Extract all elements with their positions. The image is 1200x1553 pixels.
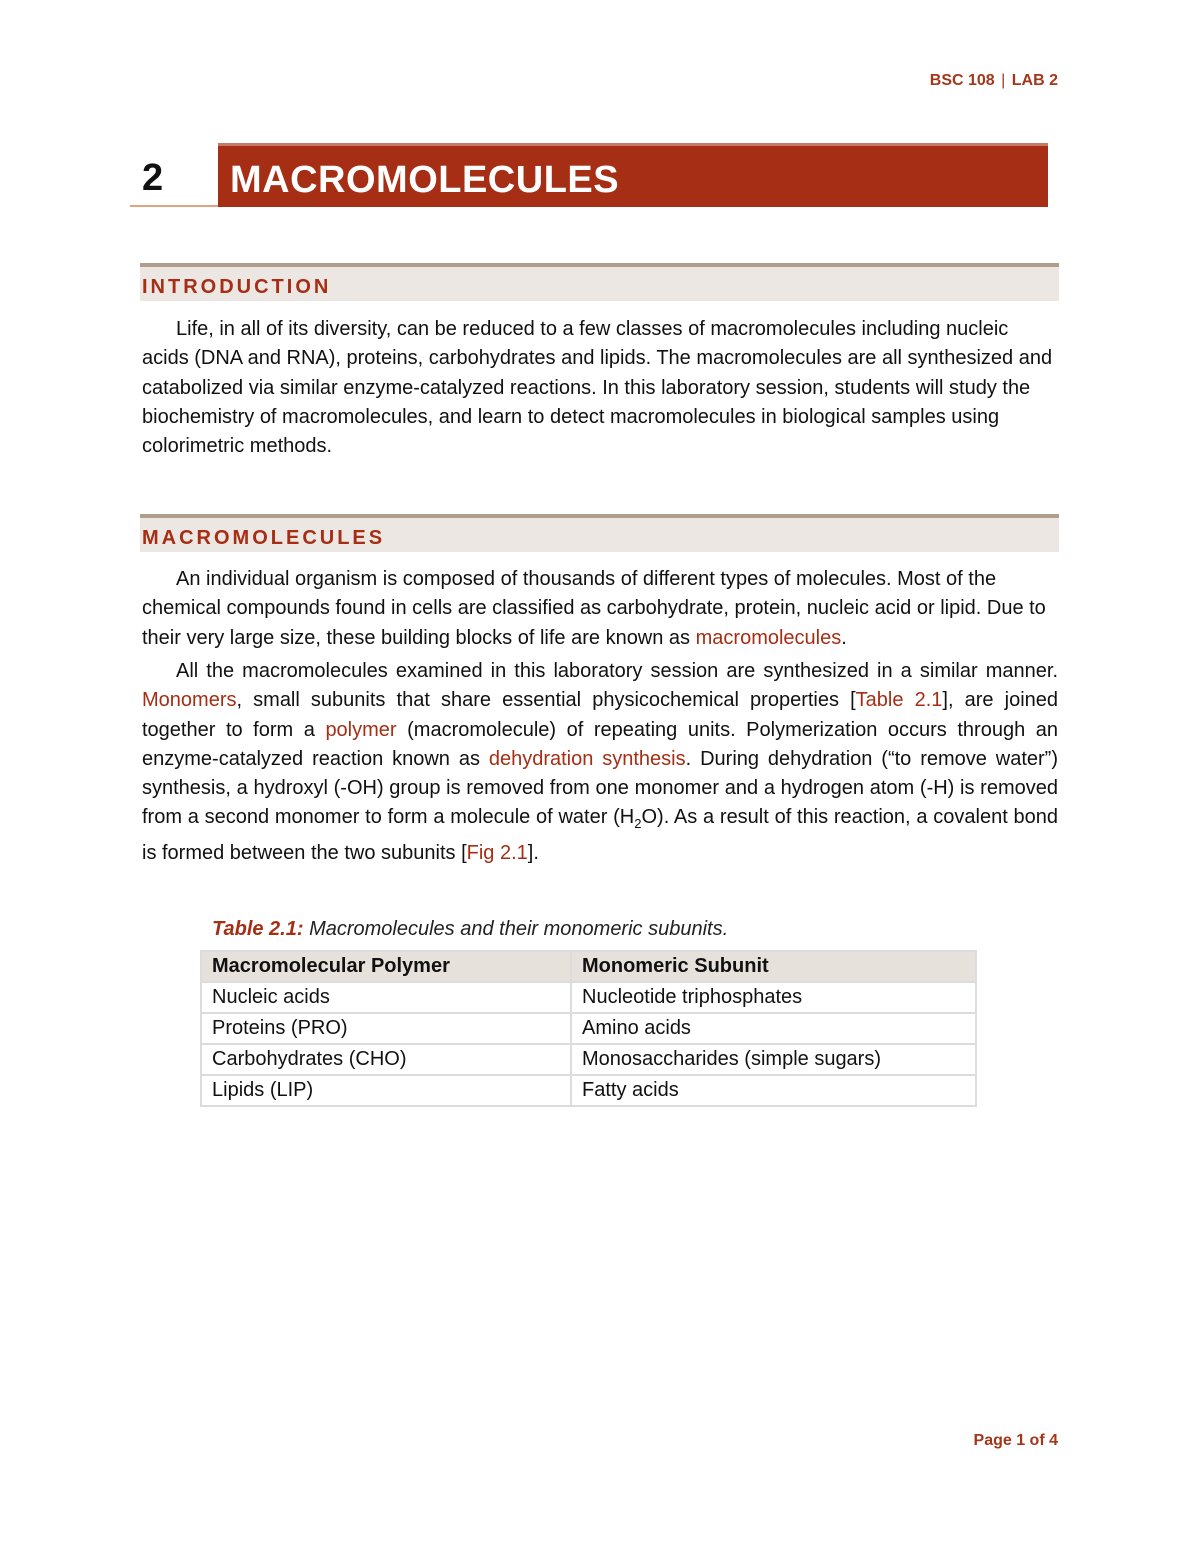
intro-text: Life, in all of its diversity, can be reduced to a few classes of macromolecules including nucleic acids (DNA and RNA), proteins, carbohydrates and lipids. The macromolecules are all synthesized and catabolized via similar enzyme-catalyzed reactions. In this laboratory session, students will study the biochemistry of macromolecules, and learn to detect macromolecules in biological samples using colorimetric methods.	[142, 318, 1053, 458]
header-course: BSC 108	[929, 72, 995, 89]
table-cell: Proteins (PRO)	[201, 1013, 571, 1044]
macro-p2-text-d: (macromolecule) of repeating units. Polymerization occurs through an enzyme-catalyzed reaction known as	[142, 718, 1059, 770]
chapter-title: MACROMOLECULES	[230, 159, 620, 201]
macro-p2-text-c: ], are joined together to form a	[142, 689, 1059, 741]
table-cell: Amino acids	[571, 1013, 976, 1044]
macro-paragraph-2	[142, 657, 1058, 868]
table-row	[201, 1013, 976, 1044]
term-monomers: Monomers	[142, 689, 237, 712]
table-row	[201, 982, 976, 1013]
section-heading-introduction	[140, 263, 1059, 301]
column-header-polymer: Macromolecular Polymer	[201, 951, 571, 982]
macro-p1-end: .	[841, 626, 847, 649]
table-row	[201, 1044, 976, 1075]
chapter-title-box	[218, 143, 1048, 207]
table-caption	[212, 918, 728, 941]
term-dehydration-synthesis: dehydration synthesis	[488, 747, 686, 770]
macro-p2-text-f: O). As a result of this reaction, a covalent bond is formed between the two subunits [	[142, 806, 1059, 864]
header-lab: LAB 2	[1011, 72, 1058, 89]
macro-p2-text-e: . During dehydration (“to remove water”) synthesis, a hydroxyl (-OH) group is removed from one monomer and a hydrogen atom (-H) is removed from a second monomer to form a molecule of water (H	[142, 747, 1059, 829]
section-heading-label: INTRODUCTION	[142, 276, 332, 298]
column-header-subunit: Monomeric Subunit	[571, 951, 976, 982]
table-cell: Carbohydrates (CHO)	[201, 1044, 571, 1075]
running-header	[930, 72, 1058, 90]
chapter-number: 2	[142, 157, 164, 199]
ref-fig-2-1[interactable]: Fig 2.1	[466, 841, 528, 864]
header-separator: |	[1001, 72, 1006, 89]
table-caption-label: Table 2.1:	[212, 918, 304, 940]
intro-paragraph	[142, 315, 1058, 461]
table-caption-text: Macromolecules and their monomeric subunits.	[303, 918, 729, 940]
chapter-number-box	[130, 143, 218, 207]
table-cell: Monosaccharides (simple sugars)	[571, 1044, 976, 1075]
table-cell: Fatty acids	[571, 1075, 976, 1106]
table-cell: Nucleotide triphosphates	[571, 982, 976, 1013]
table-cell: Nucleic acids	[201, 982, 571, 1013]
term-macromolecules: macromolecules	[695, 626, 842, 649]
section-heading-label: MACROMOLECULES	[142, 527, 386, 549]
page-number: Page 1 of 4	[973, 1432, 1058, 1449]
macro-p1-text: An individual organism is composed of thousands of different types of molecules. Most of the chemical compounds found in cells are classified as carbohydrate, protein, nucleic acid or lipid. Due to their very large size, these building blocks of life are known as	[142, 568, 1046, 649]
table-row	[201, 1075, 976, 1106]
subscript-2: 2	[634, 816, 642, 832]
table-header-row	[201, 951, 976, 982]
term-polymer: polymer	[325, 718, 397, 741]
macro-paragraph-1	[142, 565, 1058, 653]
section-heading-macromolecules	[140, 514, 1059, 552]
macro-p2-text-g: ].	[527, 841, 539, 864]
macro-p2-text-b: , small subunits that share essential physicochemical properties [	[236, 689, 856, 712]
macromolecules-table	[200, 950, 977, 1107]
ref-table-2-1[interactable]: Table 2.1	[855, 689, 943, 712]
chapter-banner	[130, 143, 1048, 207]
table-cell: Lipids (LIP)	[201, 1075, 571, 1106]
macro-p2-text-a: All the macromolecules examined in this laboratory session are synthesized in a similar manner.	[176, 660, 1058, 682]
